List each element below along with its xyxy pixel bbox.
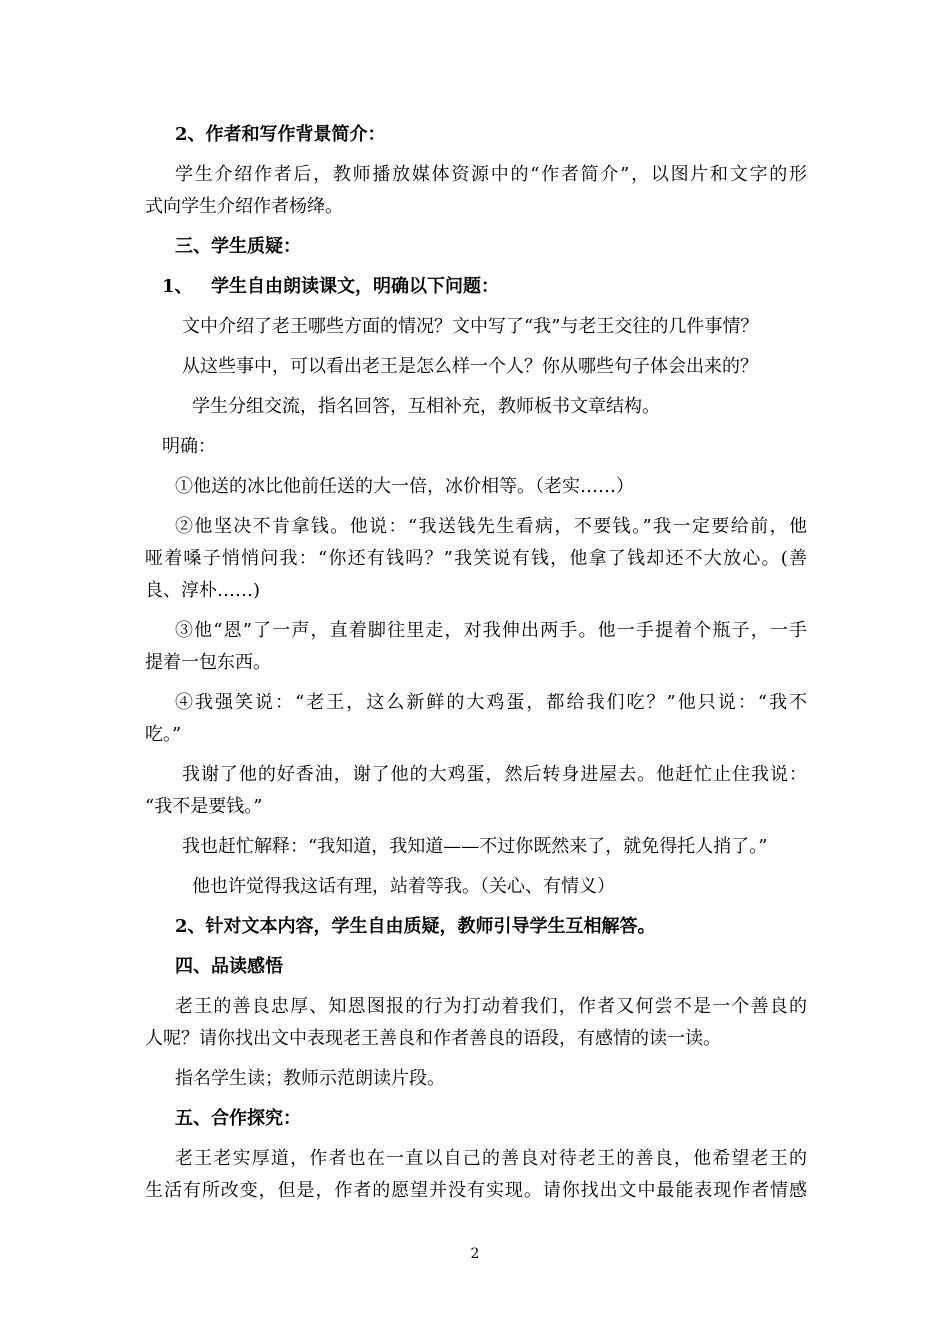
paragraph-line: 人呢？请你找出文中表现老王善良和作者善良的语段，有感情的读一读。: [145, 1028, 721, 1049]
list-item: 他也许觉得我这话有理，站着等我。（关心、有情义）: [192, 876, 615, 897]
sub-heading: 学生自由朗读课文，明确以下问题：: [211, 276, 499, 297]
list-item: ②他坚决不肯拿钱。他说：“我送钱先生看病，不要钱。”我一定要给前，他: [175, 516, 807, 537]
paragraph-line: 学生介绍作者后，教师播放媒体资源中的“作者简介”，以图片和文字的形: [175, 164, 807, 185]
list-item: 良、淳朴……): [145, 580, 261, 601]
list-item: 哑着嗓子悄悄问我：“你还有钱吗？”我笑说有钱，他拿了钱却还不大放心。(善: [145, 548, 807, 569]
question-line: 从这些事中，可以看出老王是怎么样一个人？你从哪些句子体会出来的？: [182, 356, 758, 377]
list-item: 我也赶忙解释：“我知道，我知道——不过你既然来了，就免得托人捎了。”: [182, 836, 768, 857]
list-item: “我不是要钱。”: [145, 796, 263, 817]
paragraph-line: 老王老实厚道，作者也在一直以自己的善良对待老王的善良，他希望老王的: [175, 1148, 807, 1169]
page-number: 2: [470, 1246, 480, 1262]
paragraph-line: 指名学生读；教师示范朗读片段。: [175, 1068, 445, 1089]
list-item: 吃。”: [145, 724, 182, 745]
sub-heading: 2、针对文本内容，学生自由质疑，教师引导学生互相解答。: [175, 916, 656, 937]
list-item: ③他“恩”了一声，直着脚往里走，对我伸出两手。他一手提着个瓶子，一手: [175, 620, 807, 641]
section-heading: 三、学生质疑：: [175, 236, 301, 257]
section-heading: 四、品读感悟: [175, 956, 283, 977]
question-line: 学生分组交流，指名回答，互相补充，教师板书文章结构。: [192, 396, 660, 417]
paragraph-line: 式向学生介绍作者杨绛。: [145, 196, 343, 217]
list-item: ④我强笑说：“老王，这么新鲜的大鸡蛋，都给我们吃？”他只说：“我不: [175, 692, 807, 713]
list-item: 我谢了他的好香油，谢了他的大鸡蛋，然后转身进屋去。他赶忙止住我说：: [182, 764, 807, 785]
question-line: 文中介绍了老王哪些方面的情况？文中写了“我”与老王交往的几件事情？: [182, 316, 759, 337]
paragraph-line: 生活有所改变，但是，作者的愿望并没有实现。请你找出文中最能表现作者情感: [145, 1180, 807, 1201]
list-item: 提着一包东西。: [145, 652, 271, 673]
paragraph-line: 老王的善良忠厚、知恩图报的行为打动着我们，作者又何尝不是一个善良的: [175, 996, 807, 1017]
list-item: ①他送的冰比他前任送的大一倍，冰价相等。（老实……）: [175, 476, 634, 497]
section-heading: 五、合作探究：: [175, 1108, 301, 1129]
clarify-label: 明确：: [162, 436, 216, 457]
section-heading: 2、作者和写作背景简介：: [175, 124, 386, 145]
list-number: 1、: [162, 276, 193, 297]
